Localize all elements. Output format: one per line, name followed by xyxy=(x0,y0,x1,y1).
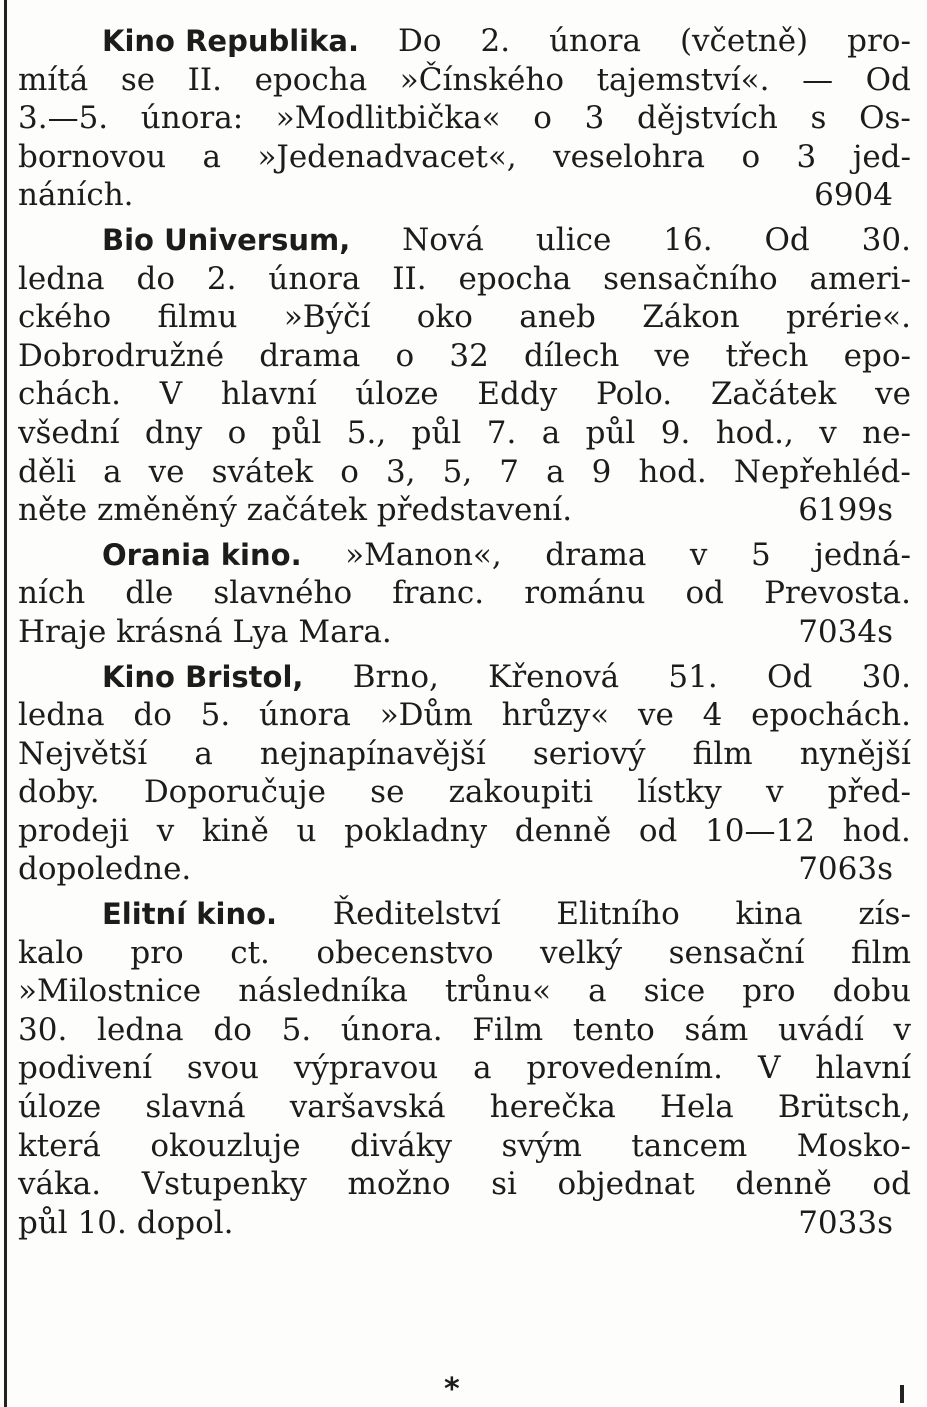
word: podivení xyxy=(18,1050,153,1087)
word: herečka xyxy=(489,1089,616,1126)
word: dílech xyxy=(523,337,620,374)
word: tancem xyxy=(631,1127,748,1164)
word: 3 xyxy=(584,100,605,137)
word: hlavní xyxy=(220,376,317,413)
text-line xyxy=(18,1088,911,1127)
text-line xyxy=(18,221,911,260)
word: románu xyxy=(524,575,646,612)
word: »Modlitbička« xyxy=(275,100,501,137)
word: Začátek xyxy=(710,376,837,413)
word: »Dům xyxy=(379,697,473,734)
word: 5 xyxy=(750,536,771,573)
word: února. xyxy=(340,1011,443,1048)
word: mítá xyxy=(18,61,89,98)
word: slavná xyxy=(145,1089,246,1126)
word: půl xyxy=(585,414,636,451)
text-line xyxy=(18,658,911,697)
text-line xyxy=(18,260,911,299)
word: sice xyxy=(643,973,706,1010)
word: ve xyxy=(638,697,674,734)
word: úloze xyxy=(355,376,439,413)
word: »Milostnice xyxy=(18,973,202,1010)
word: zakoupiti xyxy=(448,774,593,811)
word: bornovou xyxy=(18,138,167,175)
word: ne- xyxy=(862,414,911,451)
word: franc. xyxy=(392,575,485,612)
word: Hela xyxy=(659,1089,734,1126)
text-line xyxy=(18,696,911,735)
word: všední xyxy=(18,414,120,451)
word: 9 xyxy=(591,453,612,490)
word: kina xyxy=(735,896,803,933)
word: epocha xyxy=(458,260,572,297)
word: hod., xyxy=(715,414,794,451)
text-line xyxy=(18,934,911,973)
word: dějstvích xyxy=(636,100,778,137)
word: 51. xyxy=(668,658,718,695)
word: 30. xyxy=(861,221,911,258)
word: 5, xyxy=(442,453,473,490)
word: V xyxy=(159,376,183,413)
word: Od xyxy=(865,61,911,98)
word: nejnapínavější xyxy=(259,735,486,772)
word: do xyxy=(136,260,175,297)
word: (včetně) xyxy=(679,23,809,59)
word: v xyxy=(156,812,175,849)
text-line xyxy=(18,735,911,774)
cinema-ad xyxy=(18,22,911,215)
word: ledna xyxy=(18,260,105,297)
text-line xyxy=(18,1127,911,1166)
word: — xyxy=(802,61,834,98)
word: v xyxy=(765,774,784,811)
word: ckého xyxy=(18,299,112,336)
cinema-ad xyxy=(18,658,911,890)
word: sensační xyxy=(668,934,805,971)
word: svou xyxy=(186,1050,259,1087)
text-line xyxy=(18,337,911,376)
word: děli xyxy=(18,453,77,490)
word: o xyxy=(340,453,359,490)
text-line xyxy=(18,1165,911,1204)
word: provedením. xyxy=(526,1050,724,1087)
word: u xyxy=(296,812,317,849)
word: trůnu« xyxy=(444,973,552,1010)
text-line xyxy=(18,375,911,414)
text-line xyxy=(18,574,911,613)
word: ve xyxy=(875,376,911,413)
word: epocha xyxy=(254,61,368,98)
word: II. xyxy=(392,260,427,297)
word: hod. xyxy=(638,453,707,490)
word: před- xyxy=(827,774,911,811)
ad-text: něte změněný začátek představení. xyxy=(18,492,573,529)
word: velký xyxy=(540,934,623,971)
word: »Býčí xyxy=(283,299,371,336)
word: 5. xyxy=(281,1011,312,1048)
word: dle xyxy=(125,575,174,612)
word: slavného xyxy=(213,575,353,612)
text-line xyxy=(18,1204,911,1243)
word: a xyxy=(546,453,565,490)
text-line xyxy=(18,176,911,215)
word: epochách. xyxy=(751,697,911,734)
word: 2. xyxy=(206,260,237,297)
word: epo- xyxy=(843,337,911,374)
word: II. xyxy=(187,61,222,98)
word: v xyxy=(819,414,837,451)
word: varšavská xyxy=(289,1089,446,1126)
ad-text: náních. xyxy=(18,177,134,214)
word: Ředitelství xyxy=(332,896,501,933)
word: Prevosta. xyxy=(764,575,911,612)
word: diváky xyxy=(350,1127,453,1164)
word: a xyxy=(103,453,122,490)
word: v xyxy=(689,536,708,573)
word: ledna xyxy=(97,1011,184,1048)
word: prérie«. xyxy=(786,299,911,336)
word: Od xyxy=(767,658,813,695)
word: následníka xyxy=(238,973,408,1010)
word: 3.—5. xyxy=(18,100,109,137)
text-line xyxy=(18,613,911,652)
word: o xyxy=(227,414,247,451)
word: filmu xyxy=(157,299,238,336)
word: drama xyxy=(259,337,361,374)
word: tento xyxy=(572,1011,655,1048)
word: ameri- xyxy=(809,260,911,297)
word: drama xyxy=(545,536,647,573)
word: 7. xyxy=(486,414,517,451)
text-line xyxy=(18,61,911,100)
word: objednat xyxy=(557,1166,695,1203)
cinema-name: Elitní kino. xyxy=(102,897,278,932)
word: doby. xyxy=(18,774,100,811)
word: kalo xyxy=(18,934,84,971)
ad-code: 6904 xyxy=(814,177,893,214)
word: o xyxy=(741,138,761,175)
text-line xyxy=(18,22,911,61)
word: aneb xyxy=(519,299,596,336)
word: si xyxy=(491,1166,517,1203)
text-line xyxy=(18,850,911,889)
word: sám xyxy=(684,1011,749,1048)
word: 5. xyxy=(200,697,231,734)
word: a xyxy=(473,1050,492,1087)
word: třech xyxy=(725,337,809,374)
word: hrůzy« xyxy=(501,697,610,734)
word: a xyxy=(541,414,561,451)
word: února xyxy=(268,260,361,297)
text-line xyxy=(18,453,911,492)
word: Eddy xyxy=(477,376,558,413)
cinema-name: Orania kino. xyxy=(102,537,302,572)
word: sensačního xyxy=(603,260,778,297)
word: možno xyxy=(347,1166,451,1203)
text-line xyxy=(18,895,911,934)
cinema-name: Kino Republika. xyxy=(102,24,359,58)
text-line xyxy=(18,414,911,453)
ad-text: dopoledne. xyxy=(18,851,192,888)
word: nynější xyxy=(799,735,911,772)
word: Zákon xyxy=(642,299,740,336)
cinema-ad xyxy=(18,536,911,652)
word: Os- xyxy=(859,100,911,137)
word: chách. xyxy=(18,376,121,413)
word: Brütsch, xyxy=(777,1089,911,1126)
word: pokladny xyxy=(344,812,488,849)
word: od xyxy=(872,1166,911,1203)
word: se xyxy=(120,61,156,98)
word: od xyxy=(685,575,725,612)
word: film xyxy=(692,735,753,772)
word: Od xyxy=(764,221,810,258)
text-line xyxy=(18,972,911,1011)
word: 30. xyxy=(18,1011,68,1048)
word: Elitního xyxy=(556,896,680,933)
text-line xyxy=(18,298,911,337)
word: Polo. xyxy=(595,376,673,413)
word: uvádí xyxy=(778,1011,864,1048)
ad-text: půl 10. dopol. xyxy=(18,1204,234,1241)
word: do xyxy=(213,1011,252,1048)
cinema-ad xyxy=(18,895,911,1242)
separator-asterisk: * xyxy=(444,1372,460,1407)
text-line xyxy=(18,138,911,177)
text-line xyxy=(18,1049,911,1088)
word: 4 xyxy=(702,697,723,734)
word: ve xyxy=(148,453,185,490)
word: »Čínského xyxy=(399,61,565,98)
ad-code: 6199s xyxy=(798,492,893,529)
text-line xyxy=(18,99,911,138)
word: »Manon«, xyxy=(345,536,502,573)
word: 3, xyxy=(385,453,416,490)
word: ulice xyxy=(535,221,612,258)
word: jedná- xyxy=(814,536,911,573)
text-line xyxy=(18,812,911,851)
word: lístky xyxy=(637,774,722,811)
word: o xyxy=(395,337,415,374)
word: zís- xyxy=(858,896,911,933)
ad-text: Hraje krásná Lya Mara. xyxy=(18,613,392,650)
cinema-name: Kino Bristol, xyxy=(102,659,304,694)
word: Brno, xyxy=(352,658,439,695)
word: ních xyxy=(18,575,86,612)
column-rule xyxy=(4,0,7,1407)
word: Vstupenky xyxy=(141,1166,307,1203)
word: denně xyxy=(514,812,612,849)
word: s xyxy=(810,100,827,137)
word: do xyxy=(133,697,172,734)
word: 9. xyxy=(660,414,691,451)
word: jed- xyxy=(852,138,911,175)
word: »Jedenadvacet«, xyxy=(257,138,517,175)
edge-mark xyxy=(900,1385,904,1403)
word: 30. xyxy=(861,658,911,695)
cinema-ad xyxy=(18,221,911,530)
word: okouzluje xyxy=(150,1127,301,1164)
word: února: xyxy=(140,100,244,137)
word: února xyxy=(549,23,641,59)
word: výpravou xyxy=(293,1050,439,1087)
word: Do xyxy=(397,23,442,59)
word: půl xyxy=(411,414,462,451)
word: a xyxy=(202,138,222,175)
text-line xyxy=(18,491,911,530)
word: pro xyxy=(130,934,184,971)
word: a xyxy=(588,973,607,1010)
word: Nová xyxy=(402,221,484,258)
word: kině xyxy=(201,812,269,849)
word: 16. xyxy=(663,221,713,258)
word: hod. xyxy=(842,812,911,849)
word: Křenová xyxy=(488,658,620,695)
word: úloze xyxy=(18,1089,102,1126)
word: v xyxy=(893,1011,911,1048)
word: ct. xyxy=(230,934,270,971)
word: seriový xyxy=(532,735,646,772)
word: o xyxy=(533,100,552,137)
word: 10—12 xyxy=(705,812,815,849)
cinema-name: Bio Universum, xyxy=(102,222,351,257)
word: veselohra xyxy=(553,138,706,175)
text-line xyxy=(18,1011,911,1050)
word: pro xyxy=(742,973,796,1010)
word: a xyxy=(194,735,213,772)
word: tajemství«. xyxy=(596,61,770,98)
word: 5., xyxy=(346,414,387,451)
word: prodeji xyxy=(18,812,130,849)
text-line xyxy=(18,536,911,575)
word: která xyxy=(18,1127,101,1164)
word: Nepřehléd- xyxy=(733,453,911,490)
word: dobu xyxy=(832,973,911,1010)
word: Doporučuje xyxy=(143,774,326,811)
word: svým xyxy=(501,1127,582,1164)
word: Mosko- xyxy=(796,1127,911,1164)
text-line xyxy=(18,773,911,812)
word: hlavní xyxy=(815,1050,911,1087)
word: svátek xyxy=(211,453,314,490)
word: února xyxy=(259,697,351,734)
ad-code: 7063s xyxy=(798,851,893,888)
word: 3 xyxy=(796,138,817,175)
word: denně xyxy=(735,1166,832,1203)
ad-code: 7033s xyxy=(798,1204,893,1241)
word: oko xyxy=(416,299,473,336)
word: film xyxy=(850,934,911,971)
word: 2. xyxy=(480,23,511,59)
word: Dobrodružné xyxy=(18,337,225,374)
word: váka. xyxy=(18,1166,102,1203)
ad-code: 7034s xyxy=(798,613,893,650)
word: 32 xyxy=(449,337,489,374)
word: ve xyxy=(654,337,691,374)
word: V xyxy=(757,1050,781,1087)
word: dny xyxy=(144,414,203,451)
word: ledna xyxy=(18,697,105,734)
word: Film xyxy=(472,1011,544,1048)
word: 7 xyxy=(499,453,519,490)
word: Největší xyxy=(18,735,148,772)
word: od xyxy=(638,812,678,849)
word: půl xyxy=(271,414,322,451)
word: obecenstvo xyxy=(316,934,494,971)
word: se xyxy=(370,774,405,811)
word: pro- xyxy=(847,23,911,59)
classified-column xyxy=(18,22,911,1248)
